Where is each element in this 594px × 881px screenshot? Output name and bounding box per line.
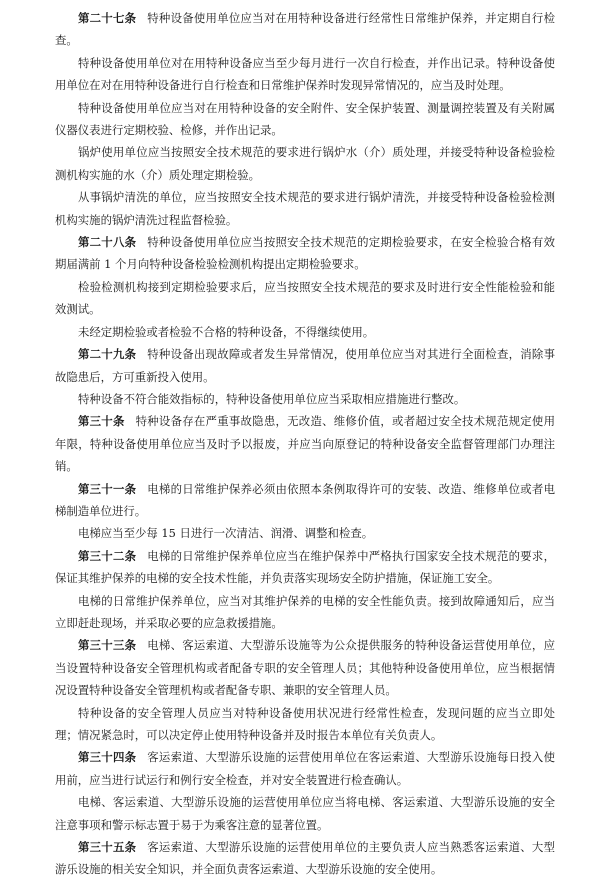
paragraph-text: 客运索道、大型游乐设施的运营使用单位的主要负责人应当熟悉客运索道、大型游乐设施的相关安全知识，并全面负责客运索道、大型游乐设施的安全使用。 — [55, 840, 555, 877]
paragraph — [55, 836, 555, 881]
paragraph-text: 电梯的日常维护保养单位，应当对其维护保养的电梯的安全性能负责。接到故障通知后，应当立即赶赴现场，并采取必要的应急救援措施。 — [55, 593, 555, 630]
paragraph-text: 特种设备的安全管理人员应当对特种设备使用状况进行经常性检查，发现问题的应当立即处理；情况紧急时，可以决定停止使用特种设备并及时报告本单位有关负责人。 — [55, 705, 555, 742]
paragraph-text: 特种设备使用单位应当对在用特种设备进行经常性日常维护保养，并定期自行检查。 — [55, 11, 555, 48]
paragraph — [55, 343, 555, 388]
paragraph-text: 客运索道、大型游乐设施的运营使用单位在客运索道、大型游乐设施每日投入使用前，应当进行试运行和例行安全检查，并对安全装置进行检查确认。 — [55, 750, 555, 787]
paragraph — [55, 97, 555, 142]
paragraph — [55, 7, 555, 52]
paragraph-text: 特种设备使用单位应当对在用特种设备的安全附件、安全保护装置、测量调控装置及有关附属仪器仪表进行定期校验、检修，并作出记录。 — [55, 100, 555, 138]
regulation-text — [55, 7, 555, 881]
paragraph — [55, 186, 555, 231]
paragraph-text: 特种设备使用单位对在用特种设备应当至少每月进行一次自行检查，并作出记录。特种设备使用单位在对在用特种设备进行自行检查和日常维护保养时发现异常情况的，应当及时处理。 — [55, 55, 555, 93]
paragraph-text: 电梯应当至少每 15 日进行一次清洁、润滑、调整和检查。 — [78, 526, 374, 541]
paragraph — [55, 52, 555, 97]
paragraph — [55, 141, 555, 186]
paragraph — [55, 410, 555, 477]
paragraph — [55, 590, 555, 635]
article-number: 第二十八条 — [78, 235, 137, 250]
paragraph — [55, 522, 555, 544]
paragraph — [55, 231, 555, 276]
paragraph — [55, 634, 555, 701]
paragraph-text: 电梯、客运索道、大型游乐设施等为公众提供服务的特种设备运营使用单位，应当设置特种设备安全管理机构或者配备专职的安全管理人员；其他特种设备使用单位，应当根据情况设置特种设备安全管理机构或者配备专职、兼职的安全管理人员。 — [55, 638, 555, 698]
paragraph-text: 电梯的日常维护保养必须由依照本条例取得许可的安装、改造、维修单位或者电梯制造单位进行。 — [55, 481, 555, 518]
article-number: 第三十一条 — [78, 481, 137, 496]
article-number: 第三十四条 — [78, 750, 137, 765]
article-number: 第三十三条 — [78, 638, 137, 653]
paragraph — [55, 321, 555, 343]
paragraph — [55, 545, 555, 590]
article-number: 第二十九条 — [78, 347, 137, 362]
paragraph-text: 未经定期检验或者检验不合格的特种设备，不得继续使用。 — [78, 324, 375, 339]
paragraph-text: 电梯、客运索道、大型游乐设施的运营使用单位应当将电梯、客运索道、大型游乐设施的安全注意事项和警示标志置于易于为乘客注意的显著位置。 — [55, 795, 555, 832]
paragraph — [55, 791, 555, 836]
paragraph-text: 特种设备使用单位应当按照安全技术规范的定期检验要求，在安全检验合格有效期届满前 1 个月向特种设备检验检测机构提出定期检验要求。 — [55, 235, 555, 272]
article-number: 第三十条 — [78, 414, 125, 429]
paragraph-text: 特种设备不符合能效指标的，特种设备使用单位应当采取相应措施进行整改。 — [78, 391, 466, 406]
article-number: 第三十五条 — [78, 840, 137, 855]
article-number: 第三十二条 — [78, 548, 137, 563]
paragraph-text: 检验检测机构接到定期检验要求后，应当按照安全技术规范的要求及时进行安全性能检验和能效测试。 — [55, 279, 555, 317]
paragraph — [55, 746, 555, 791]
paragraph-text: 锅炉使用单位应当按照安全技术规范的要求进行锅炉水（介）质处理，并接受特种设备检验检测机构实施的水（介）质处理定期检验。 — [55, 145, 555, 182]
paragraph-text: 电梯的日常维护保养单位应当在维护保养中严格执行国家安全技术规范的要求，保证其维护保养的电梯的安全技术性能，并负责落实现场安全防护措施，保证施工安全。 — [55, 548, 555, 586]
paragraph — [55, 478, 555, 523]
paragraph — [55, 388, 555, 410]
paragraph — [55, 702, 555, 747]
paragraph — [55, 276, 555, 321]
article-number: 第二十七条 — [78, 11, 137, 25]
paragraph-text: 特种设备出现故障或者发生异常情况，使用单位应当对其进行全面检查，消除事故隐患后，方可重新投入使用。 — [55, 347, 555, 384]
paragraph-text: 特种设备存在严重事故隐患，无改造、维修价值，或者超过安全技术规范规定使用年限，特种设备使用单位应当及时予以报废，并应当向原登记的特种设备安全监督管理部门办理注销。 — [55, 414, 555, 474]
paragraph-text: 从事锅炉清洗的单位，应当按照安全技术规范的要求进行锅炉清洗，并接受特种设备检验检测机构实施的锅炉清洗过程监督检验。 — [55, 190, 555, 227]
